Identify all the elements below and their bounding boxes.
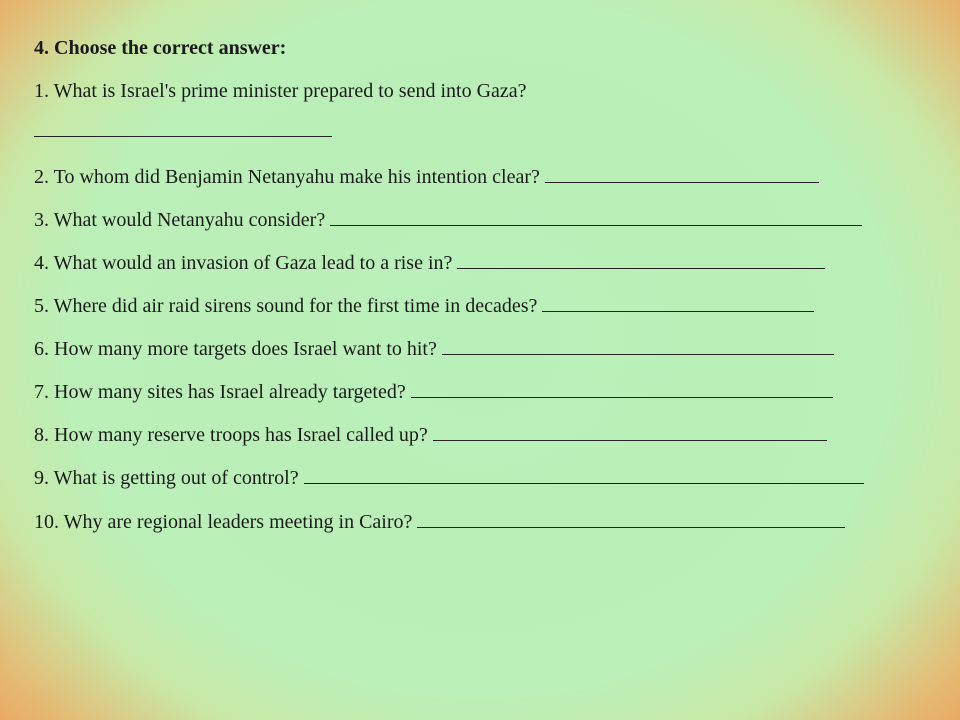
question-3 bbox=[34, 208, 862, 232]
question-4 bbox=[34, 251, 825, 275]
answer-blank[interactable] bbox=[545, 165, 819, 183]
answer-blank[interactable] bbox=[457, 251, 825, 269]
question-text: 5. Where did air raid sirens sound for the first time in decades? bbox=[34, 295, 538, 317]
question-text: 1. What is Israel's prime minister prepared to send into Gaza? bbox=[34, 80, 527, 102]
question-1-answer-line bbox=[34, 119, 332, 143]
question-text: 6. How many more targets does Israel want to hit? bbox=[34, 338, 437, 360]
question-5 bbox=[34, 294, 814, 318]
question-text: 8. How many reserve troops has Israel called up? bbox=[34, 424, 428, 446]
question-10 bbox=[34, 510, 845, 534]
question-text: 4. What would an invasion of Gaza lead to a rise in? bbox=[34, 252, 453, 274]
question-text: 2. To whom did Benjamin Netanyahu make his intention clear? bbox=[34, 166, 540, 188]
question-8 bbox=[34, 423, 827, 447]
answer-blank[interactable] bbox=[542, 294, 814, 312]
answer-blank[interactable] bbox=[330, 208, 862, 226]
answer-blank[interactable] bbox=[433, 423, 827, 441]
question-6 bbox=[34, 337, 834, 361]
answer-blank[interactable] bbox=[304, 466, 864, 484]
answer-blank[interactable] bbox=[442, 337, 834, 355]
question-text: 10. Why are regional leaders meeting in Cairo? bbox=[34, 511, 413, 533]
question-9 bbox=[34, 466, 864, 490]
question-text: 3. What would Netanyahu consider? bbox=[34, 209, 326, 231]
question-2 bbox=[34, 165, 819, 189]
question-7 bbox=[34, 380, 833, 404]
exercise-heading: 4. Choose the correct answer: bbox=[34, 37, 287, 59]
question-text: 9. What is getting out of control? bbox=[34, 467, 299, 489]
question-1 bbox=[34, 79, 527, 103]
answer-blank[interactable] bbox=[411, 380, 833, 398]
answer-blank[interactable] bbox=[417, 510, 845, 528]
answer-blank[interactable] bbox=[34, 119, 332, 137]
question-text: 7. How many sites has Israel already targeted? bbox=[34, 381, 406, 403]
